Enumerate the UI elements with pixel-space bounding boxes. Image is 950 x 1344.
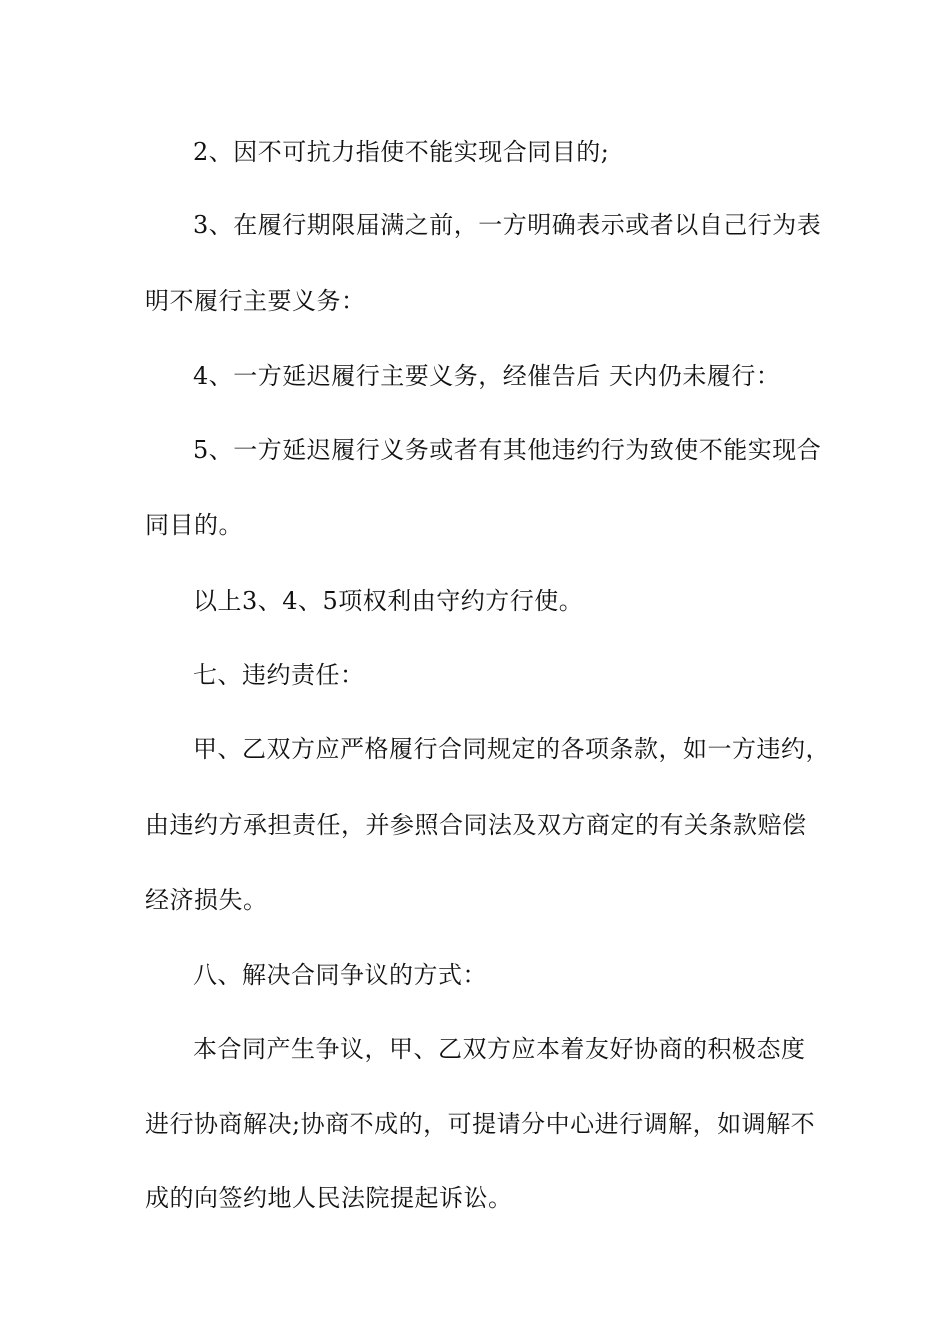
text-line: 进行协商解决;协商不成的，可提请分中心进行调解，如调解不 bbox=[145, 1110, 816, 1138]
text-line: 2、因不可抗力指使不能实现合同目的; bbox=[193, 138, 610, 166]
section-heading: 七、违约责任： bbox=[193, 661, 365, 689]
text-line: 以上3、4、5项权利由守约方行使。 bbox=[193, 587, 584, 615]
text-line: 成的向签约地人民法院提起诉讼。 bbox=[145, 1184, 513, 1212]
text-line: 4、一方延迟履行主要义务，经催告后 天内仍未履行： bbox=[193, 362, 781, 390]
text-line: 甲、乙双方应严格履行合同规定的各项条款，如一方违约， bbox=[193, 735, 830, 763]
text-line: 由违约方承担责任，并参照合同法及双方商定的有关条款赔偿 bbox=[145, 811, 807, 839]
text-line: 3、在履行期限届满之前，一方明确表示或者以自己行为表 bbox=[193, 211, 822, 239]
text-line: 同目的。 bbox=[145, 511, 243, 539]
text-line: 经济损失。 bbox=[145, 886, 268, 914]
section-heading: 八、解决合同争议的方式： bbox=[193, 961, 487, 989]
text-line: 5、一方延迟履行义务或者有其他违约行为致使不能实现合 bbox=[193, 436, 822, 464]
text-line: 本合同产生争议，甲、乙双方应本着友好协商的积极态度 bbox=[193, 1035, 806, 1063]
text-line: 明不履行主要义务： bbox=[145, 287, 366, 315]
